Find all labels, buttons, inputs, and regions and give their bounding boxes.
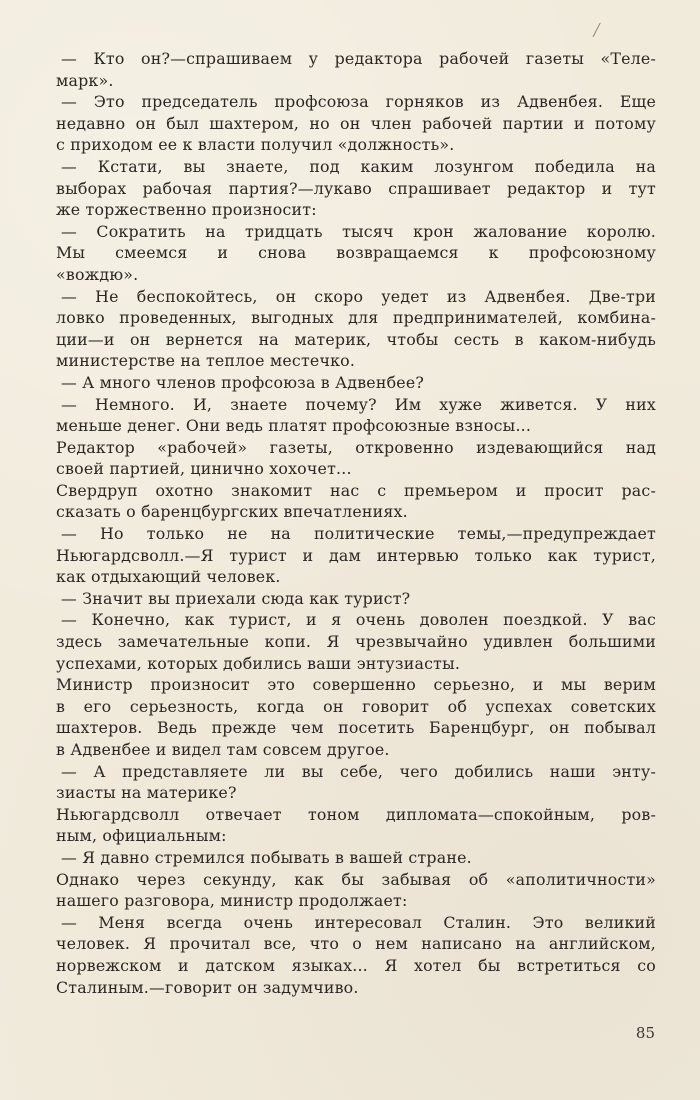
text-line-14: ции—и он вернется на материк, чтобы сесть в каком-нибудь	[56, 329, 656, 349]
text-line-44: Сталиным.—говорит он задумчиво.	[56, 977, 359, 997]
text-line-1: — Кто он?—спрашиваем у редактора рабочей газеты «Теле-	[61, 49, 656, 68]
text-line-12: — Не беспокойтесь, он скоро уедет из Адвенбея. Две-три	[61, 286, 656, 306]
text-line-13: ловко проведенных, выгодных для предпринимателей, комбина-	[56, 308, 656, 328]
text-line-20: своей партией, цинично хохочет...	[56, 459, 352, 479]
text-line-42: человек. Я прочитал все, что о нем написано на английском,	[56, 934, 656, 954]
text-line-27: — Конечно, как турист, и я очень доволен поездкой. У вас	[61, 610, 656, 630]
text-line-40: нашего разговора, министр продолжает:	[56, 891, 408, 911]
text-line-5: с приходом ее к власти получил «должность».	[56, 135, 455, 155]
text-line-18: меньше денег. Они ведь платят профсоюзные взносы...	[56, 416, 532, 436]
text-line-10: Мы смеемся и снова возвращаемся к профсоюзному	[56, 243, 656, 263]
text-line-9: — Сократить на тридцать тысяч крон жалование королю.	[61, 221, 656, 241]
text-line-32: шахтеров. Ведь прежде чем посетить Баренцбург, он побывал	[56, 718, 656, 738]
page-number: 85	[635, 1024, 655, 1042]
text-line-30: Министр произносит это совершенно серьезно, и мы верим	[56, 675, 656, 695]
text-line-29: успехами, которых добились ваши энтузиасты.	[56, 653, 461, 673]
text-line-21: Свердруп охотно знакомит нас с премьером и просит рас-	[56, 480, 656, 500]
text-line-25: как отдыхающий человек.	[56, 567, 281, 587]
text-line-3: — Это председатель профсоюза горняков из Адвенбея. Еще	[61, 92, 656, 112]
text-line-31: в его серьезность, когда он говорит об успехах советских	[56, 696, 656, 716]
text-line-24: Ньюгардсволл.—Я турист и дам интервью только как турист,	[56, 545, 656, 565]
text-line-38: — Я давно стремился побывать в вашей стране.	[61, 847, 472, 867]
stray-mark: ╱	[593, 23, 601, 37]
text-line-43: норвежском и датском языках... Я хотел бы встретиться со	[56, 955, 656, 975]
text-line-2: марк».	[56, 70, 114, 90]
text-line-15: министерстве на теплое местечко.	[56, 351, 356, 371]
text-line-7: выборах рабочая партия?—лукаво спрашивает редактор и тут	[56, 178, 656, 198]
text-line-23: — Но только не на политические темы,—предупреждает	[61, 524, 656, 544]
text-line-8: же торжественно произносит:	[56, 200, 317, 220]
text-line-28: здесь замечательные копи. Я чрезвычайно удивлен большими	[56, 632, 656, 652]
text-line-19: Редактор «рабочей» газеты, откровенно издевающийся над	[56, 437, 656, 457]
text-line-33: в Адвенбее и видел там совсем другое.	[56, 740, 390, 759]
text-line-39: Однако через секунду, как бы забывая об «аполитичности»	[56, 869, 656, 889]
text-line-4: недавно он был шахтером, но он член рабочей партии и потому	[56, 113, 656, 133]
text-line-6: — Кстати, вы знаете, под каким лозунгом победила на	[61, 156, 656, 176]
text-line-35: зиасты на материке?	[56, 783, 237, 803]
text-line-26: — Значит вы приехали сюда как турист?	[61, 588, 411, 608]
text-line-34: — А представляете ли вы себе, чего добились наши энту-	[61, 761, 656, 781]
body-text	[56, 48, 656, 998]
text-line-37: ным, официальным:	[56, 826, 227, 846]
text-line-41: — Меня всегда очень интересовал Сталин. Это великий	[61, 912, 656, 932]
text-line-22: сказать о баренцбургских впечатлениях.	[56, 502, 408, 522]
text-line-11: «вождю».	[56, 264, 139, 284]
text-line-16: — А много членов профсоюза в Адвенбее?	[61, 372, 425, 392]
text-line-17: — Немного. И, знаете почему? Им хуже живется. У них	[61, 394, 656, 414]
text-line-36: Ньюгардсволл отвечает тоном дипломата—спокойным, ров-	[56, 804, 656, 824]
